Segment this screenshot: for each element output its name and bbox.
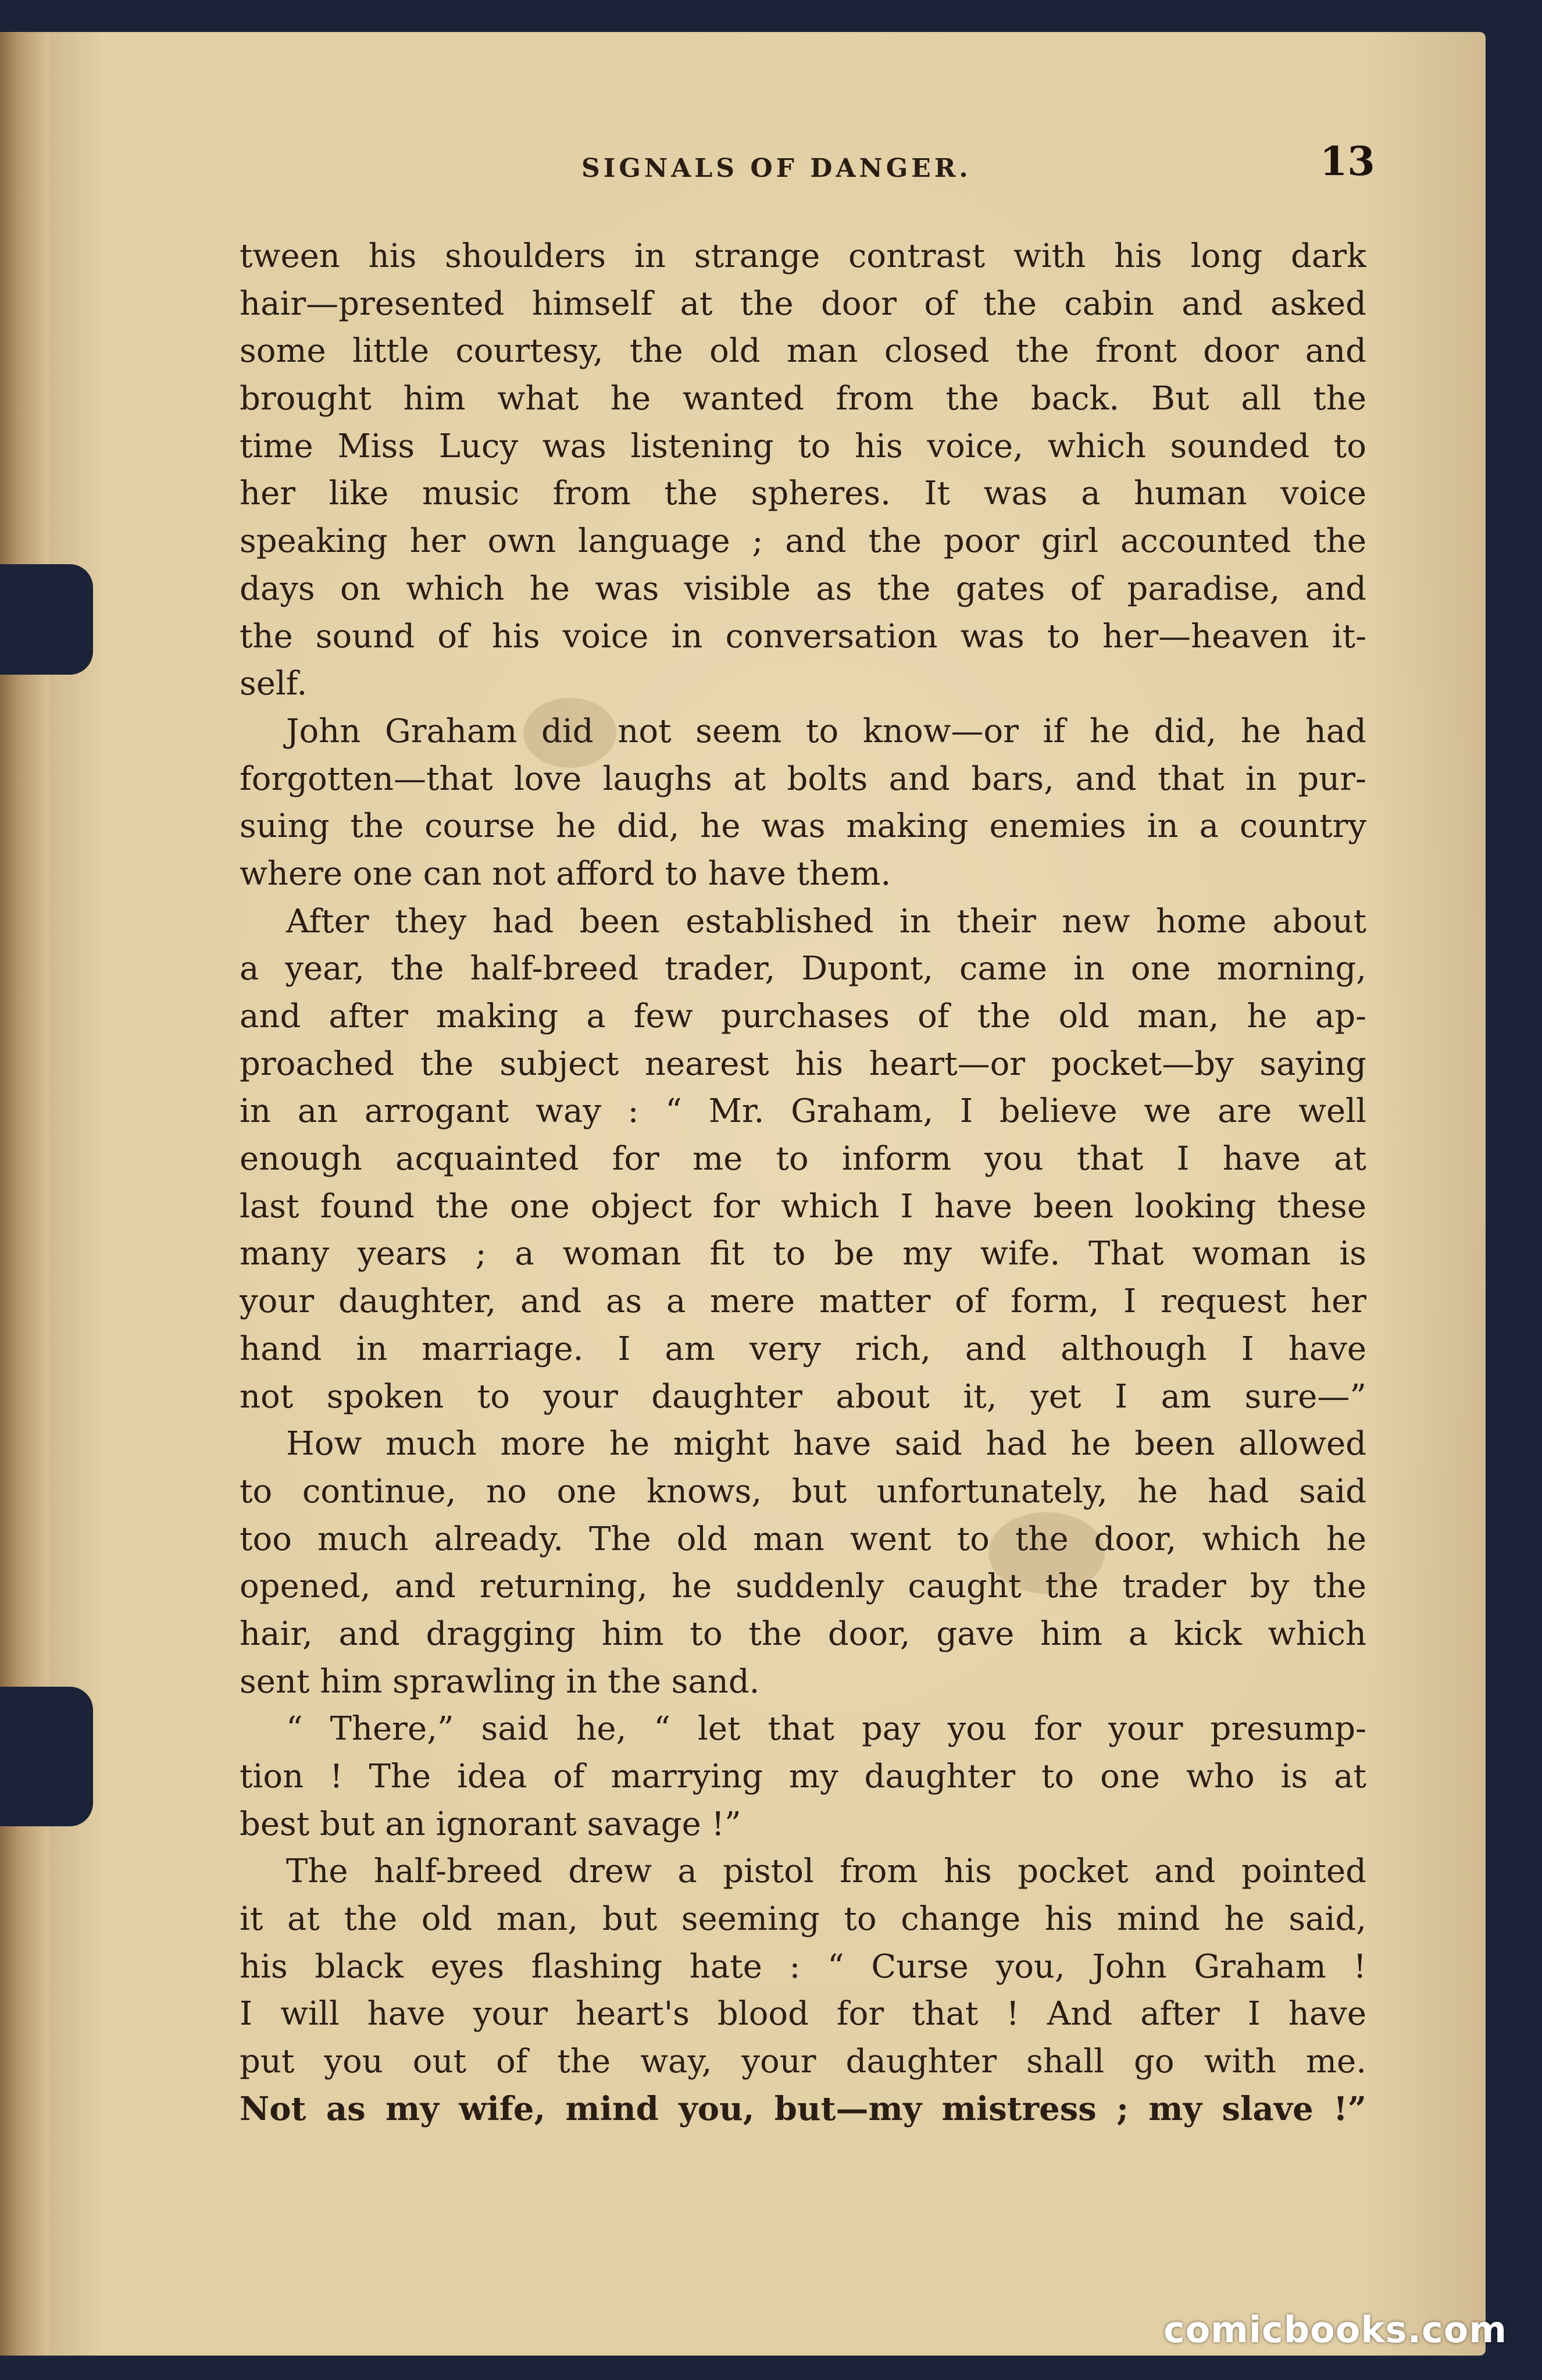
text-line: his black eyes flashing hate : “ Curse you, John Graham ! xyxy=(240,1947,1366,1986)
text-line: hair, and dragging him to the door, gave him a kick which xyxy=(240,1615,1366,1653)
book-spine xyxy=(0,32,49,2356)
text-line: where one can not afford to have them. xyxy=(240,854,891,893)
text-line: the sound of his voice in conversation was to her—heaven it- xyxy=(240,617,1366,655)
text-line: speaking her own language ; and the poor girl accounted the xyxy=(240,522,1366,561)
page-number: 13 xyxy=(1320,138,1375,185)
text-line: proached the subject nearest his heart—or pocket—by saying xyxy=(240,1045,1366,1083)
text-line: tion ! The idea of marrying my daughter to one who is at xyxy=(240,1758,1366,1795)
watermark: comicbooks.com xyxy=(1163,2308,1507,2351)
text-line: a year, the half-breed trader, Dupont, came in one morning, xyxy=(240,950,1366,988)
text-line: After they had been established in their new home about xyxy=(286,902,1366,940)
text-line: brought him what he wanted from the back. But all the xyxy=(240,380,1366,418)
text-line: self. xyxy=(240,665,308,703)
text-line: too much already. The old man went to the door, which he xyxy=(240,1520,1366,1558)
text-line: to continue, no one knows, but unfortunately, he had said xyxy=(240,1472,1366,1510)
text-line: How much more he might have said had he been allowed xyxy=(286,1425,1366,1463)
text-line: best but an ignorant savage !” xyxy=(240,1805,741,1843)
text-line: opened, and returning, he suddenly caught the trader by the xyxy=(240,1567,1366,1606)
text-line: it at the old man, but seeming to change his mind he said, xyxy=(240,1900,1366,1939)
text-line: “ There,” said he, “ let that pay you for your presump- xyxy=(286,1710,1366,1748)
text-line: John Graham did not seem to know—or if he did, he had xyxy=(286,712,1366,750)
text-line: in an arrogant way : “ Mr. Graham, I believe we are well xyxy=(240,1092,1366,1131)
binding-tear xyxy=(0,564,93,675)
text-line: your daughter, and as a mere matter of form, I request her xyxy=(240,1282,1366,1321)
text-line: last found the one object for which I have been looking these xyxy=(240,1187,1366,1225)
text-line: Not as my wife, mind you, but—my mistress ; my slave !” xyxy=(240,2089,1366,2128)
text-line: many years ; a woman fit to be my wife. That woman is xyxy=(240,1235,1366,1273)
text-line: tween his shoulders in strange contrast with his long dark xyxy=(240,237,1366,275)
text-line: forgotten—that love laughs at bolts and bars, and that in pur- xyxy=(240,760,1366,798)
binding-tear xyxy=(0,1687,93,1826)
text-line: and after making a few purchases of the old man, he ap- xyxy=(240,997,1366,1035)
text-line: put you out of the way, your daughter shall go with me. xyxy=(240,2043,1366,2081)
page-body-text xyxy=(240,233,1366,2133)
text-line: sent him sprawling in the sand. xyxy=(240,1662,760,1701)
text-line: hair—presented himself at the door of the cabin and asked xyxy=(240,284,1366,323)
text-line: The half-breed drew a pistol from his pocket and pointed xyxy=(286,1852,1366,1891)
text-line: hand in marriage. I am very rich, and although I have xyxy=(240,1330,1366,1368)
text-line: days on which he was visible as the gates of paradise, and xyxy=(240,569,1366,608)
text-line: her like music from the spheres. It was a human voice xyxy=(240,475,1366,513)
text-line: time Miss Lucy was listening to his voice, which sounded to xyxy=(240,427,1366,465)
text-line: not spoken to your daughter about it, yet I am sure—” xyxy=(240,1377,1366,1416)
text-line: suing the course he did, he was making enemies in a country xyxy=(240,807,1366,846)
text-line: I will have your heart's blood for that ! And after I have xyxy=(240,1995,1366,2033)
running-title: SIGNALS OF DANGER. xyxy=(581,154,972,183)
text-line: some little courtesy, the old man closed the front door and xyxy=(240,332,1366,370)
text-line: enough acquainted for me to inform you that I have at xyxy=(240,1140,1366,1178)
